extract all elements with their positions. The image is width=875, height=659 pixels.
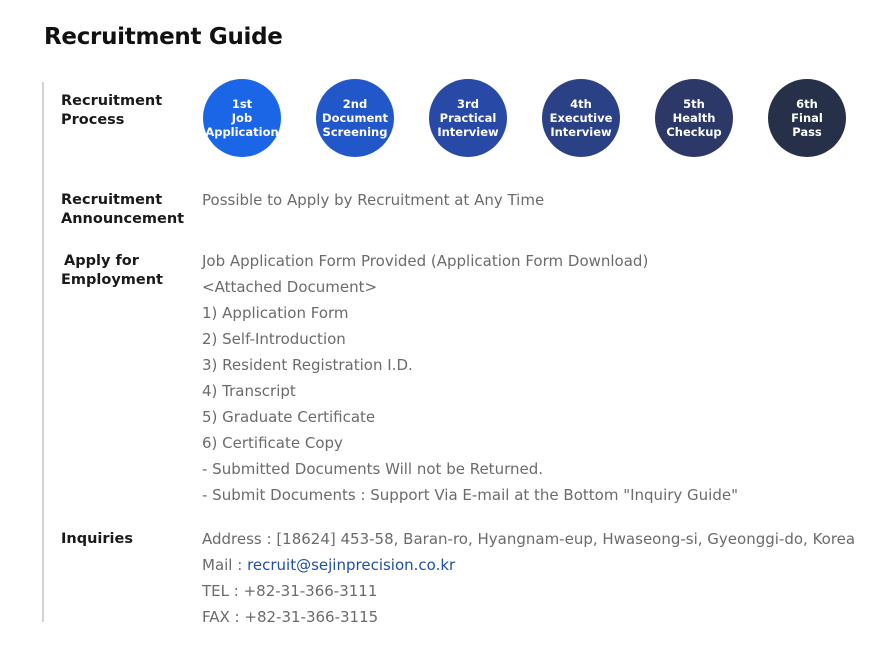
- document-list-item: 1) Application Form: [202, 304, 349, 322]
- mail-link[interactable]: recruit@sejinprecision.co.kr: [247, 556, 456, 574]
- announcement-text: Possible to Apply by Recruitment at Any Time: [202, 191, 545, 209]
- apply-for-employment-label: [61, 252, 163, 290]
- inquiries-label: [61, 530, 133, 549]
- process-step-4: [542, 79, 620, 157]
- label-line: Employment: [61, 272, 163, 288]
- label-line: Process: [61, 112, 125, 128]
- step-ordinal: 3rd: [457, 97, 479, 111]
- step-ordinal: 2nd: [342, 97, 368, 111]
- step-name-line: Interview: [437, 125, 499, 139]
- page-title: Recruitment Guide: [44, 24, 283, 50]
- step-name-line: Screening: [322, 125, 388, 139]
- document-list-item: 5) Graduate Certificate: [202, 408, 376, 426]
- mail-prefix: Mail :: [202, 556, 248, 574]
- announcement-content: [202, 187, 544, 213]
- step-name-line: Health: [672, 111, 716, 125]
- recruitment-announcement-label: [61, 191, 184, 229]
- address-text: Address : [18624] 453-58, Baran-ro, Hyangnam-eup, Hwaseong-si, Gyeonggi-do, Korea: [202, 530, 856, 548]
- step-name-line: Practical: [439, 111, 497, 125]
- document-list-item: 6) Certificate Copy: [202, 434, 343, 452]
- step-name-line: Executive: [549, 111, 613, 125]
- apply-note: - Submitted Documents Will not be Returned.: [202, 460, 544, 478]
- step-ordinal: 1st: [231, 97, 253, 111]
- fax-text: FAX : +82-31-366-3115: [202, 608, 379, 626]
- process-step-1: [203, 79, 281, 157]
- apply-content: [202, 248, 738, 508]
- process-step-5: [655, 79, 733, 157]
- step-ordinal: 4th: [570, 97, 592, 111]
- step-name-line: Checkup: [666, 125, 722, 139]
- step-name-line: Application: [205, 125, 279, 139]
- label-line: Recruitment: [61, 192, 163, 208]
- label-line: Apply for: [64, 253, 139, 269]
- mail-line: [202, 552, 855, 578]
- step-ordinal: 6th: [796, 97, 818, 111]
- document-list-item: 2) Self-Introduction: [202, 330, 346, 348]
- step-name-line: Document: [322, 111, 388, 125]
- step-name-line: Job: [231, 111, 253, 125]
- label-line: Inquiries: [61, 531, 133, 547]
- tel-text: TEL : +82-31-366-3111: [202, 582, 378, 600]
- apply-note: - Submit Documents : Support Via E-mail at the Bottom "Inquiry Guide": [202, 486, 738, 504]
- section-divider-line: [42, 82, 44, 622]
- attached-document-heading: <Attached Document>: [202, 278, 378, 296]
- document-list-item: 4) Transcript: [202, 382, 296, 400]
- step-name-line: Interview: [550, 125, 612, 139]
- label-line: Recruitment: [61, 93, 163, 109]
- apply-info-line: Job Application Form Provided (Application Form Download): [202, 252, 649, 270]
- step-ordinal: 5th: [683, 97, 705, 111]
- document-list-item: 3) Resident Registration I.D.: [202, 356, 413, 374]
- recruitment-process-label: [61, 92, 162, 130]
- inquiries-content: [202, 526, 855, 630]
- step-name-line: Pass: [792, 125, 822, 139]
- process-step-3: [429, 79, 507, 157]
- process-step-6: [768, 79, 846, 157]
- process-step-2: [316, 79, 394, 157]
- step-name-line: Final: [791, 111, 823, 125]
- label-line: Announcement: [61, 211, 185, 227]
